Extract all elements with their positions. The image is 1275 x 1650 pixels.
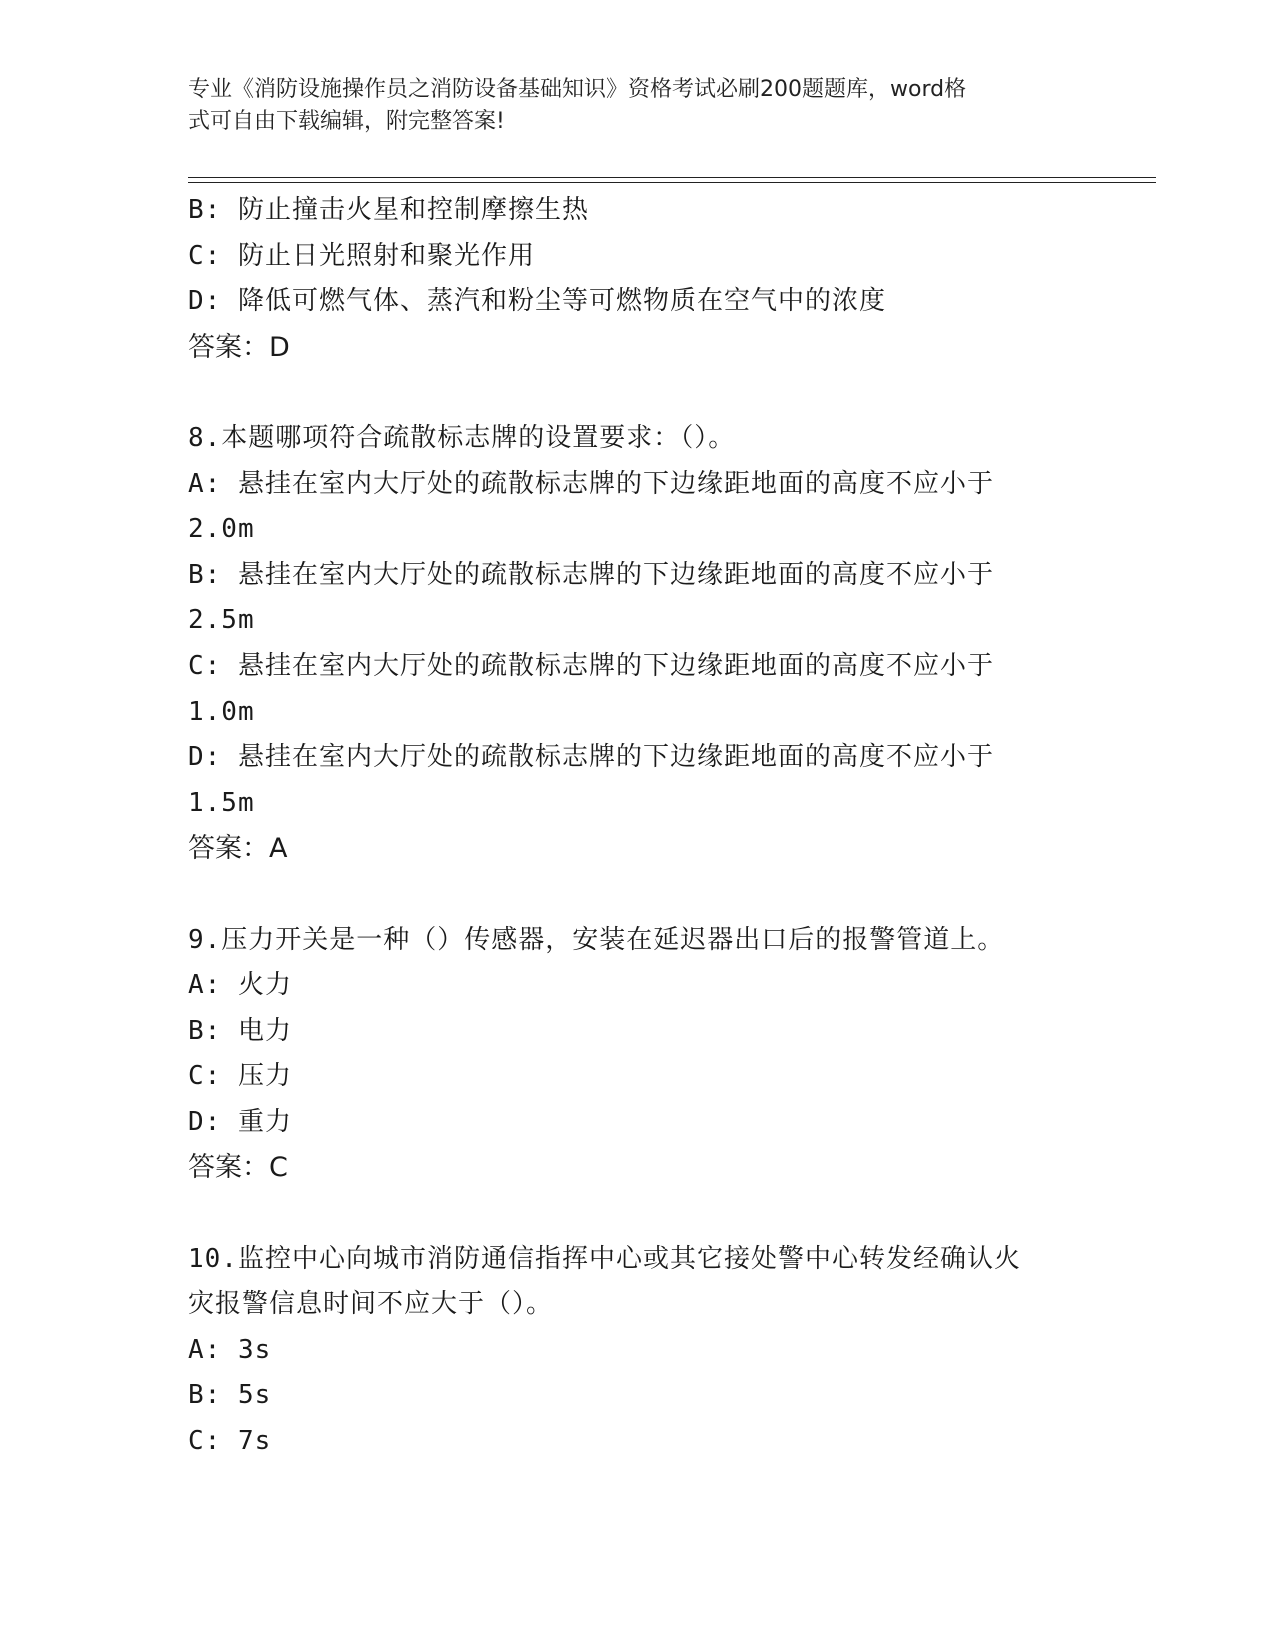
option-d-continued: 1.5m — [188, 787, 255, 818]
option-a: A: 火力 — [188, 970, 292, 1001]
option-a: A: 3s — [188, 1334, 272, 1365]
answer: 答案：C — [188, 1152, 288, 1184]
answer: 答案：A — [188, 833, 288, 865]
option-d: D: 悬挂在室内大厅处的疏散标志牌的下边缘距地面的高度不应小于 — [188, 742, 994, 773]
question-list — [188, 188, 1088, 1465]
question-7 — [188, 188, 1088, 370]
question-10 — [188, 1237, 1088, 1465]
question-stem-continued: 灾报警信息时间不应大于（）。 — [188, 1289, 554, 1320]
option-b: B: 电力 — [188, 1015, 292, 1046]
question-stem: 8.本题哪项符合疏散标志牌的设置要求：（）。 — [188, 422, 736, 453]
option-a-continued: 2.0m — [188, 514, 255, 545]
option-c: C: 压力 — [188, 1061, 292, 1092]
option-d: D: 重力 — [188, 1106, 292, 1137]
spacer — [188, 370, 1088, 416]
spacer — [188, 872, 1088, 918]
spacer — [188, 1191, 1088, 1237]
answer: 答案：D — [188, 331, 290, 363]
document-header — [188, 74, 1068, 138]
option-b: B: 悬挂在室内大厅处的疏散标志牌的下边缘距地面的高度不应小于 — [188, 559, 994, 590]
option-a: A: 悬挂在室内大厅处的疏散标志牌的下边缘距地面的高度不应小于 — [188, 468, 994, 499]
option-b-continued: 2.5m — [188, 605, 255, 636]
question-8 — [188, 416, 1088, 872]
option-c-continued: 1.0m — [188, 696, 255, 727]
header-line-2: 式可自由下载编辑，附完整答案! — [188, 109, 505, 134]
header-line-1: 专业《消防设施操作员之消防设备基础知识》资格考试必刷200题题库，word格 — [188, 77, 967, 102]
header-divider-top — [188, 177, 1156, 178]
option-c: C: 悬挂在室内大厅处的疏散标志牌的下边缘距地面的高度不应小于 — [188, 650, 994, 681]
option-c: C: 防止日光照射和聚光作用 — [188, 240, 535, 271]
option-d: D: 降低可燃气体、蒸汽和粉尘等可燃物质在空气中的浓度 — [188, 286, 886, 317]
question-stem: 10.监控中心向城市消防通信指挥中心或其它接处警中心转发经确认火 — [188, 1243, 1021, 1274]
option-b: B: 防止撞击火星和控制摩擦生热 — [188, 195, 589, 225]
header-divider-bottom — [188, 182, 1156, 183]
option-c: C: 7s — [188, 1426, 272, 1457]
question-9 — [188, 918, 1088, 1192]
question-stem: 9.压力开关是一种（）传感器，安装在延迟器出口后的报警管道上。 — [188, 924, 1005, 955]
option-b: B: 5s — [188, 1380, 272, 1411]
